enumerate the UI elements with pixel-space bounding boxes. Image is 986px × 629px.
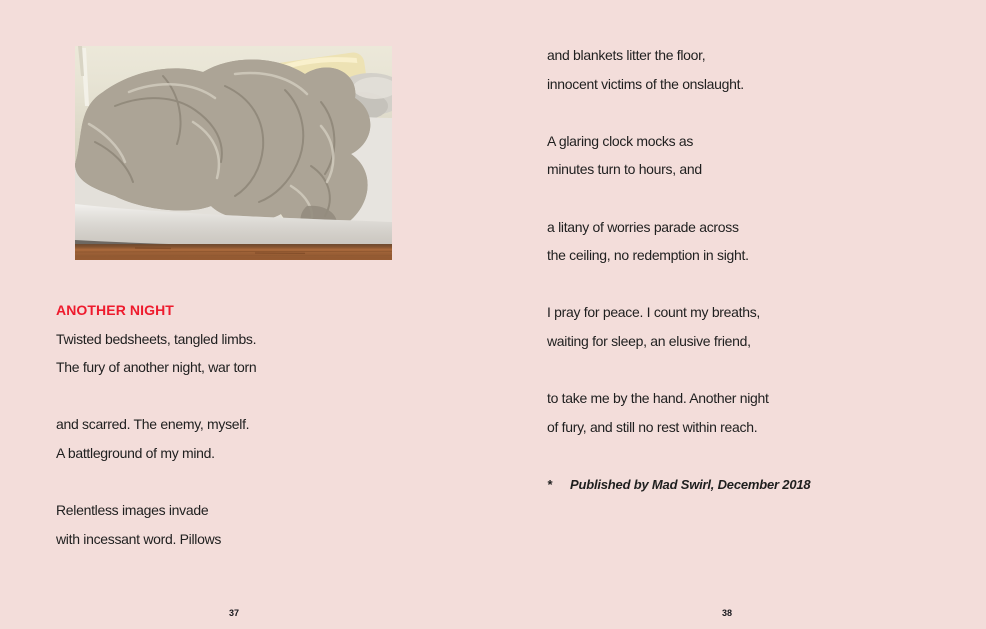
poem-left-column <box>56 296 456 553</box>
poem-line: Twisted bedsheets, tangled limbs. <box>56 330 257 347</box>
poem-title: ANOTHER NIGHT <box>56 302 174 318</box>
page-right <box>493 0 986 629</box>
poem-lines-left <box>56 325 456 554</box>
poem-lines-right <box>547 41 967 441</box>
poem-line: of fury, and still no rest within reach. <box>547 418 758 435</box>
poem-line: to take me by the hand. Another night <box>547 390 769 407</box>
poem-line: a litany of worries parade across <box>547 218 739 235</box>
poem-line <box>547 270 967 299</box>
page-number-right: 38 <box>721 608 732 618</box>
poem-line: A glaring clock mocks as <box>547 132 694 149</box>
poem-line: and scarred. The enemy, myself. <box>56 416 250 433</box>
poem-line: and blankets litter the floor, <box>547 47 706 63</box>
poem-line: innocent victims of the onslaught. <box>547 75 744 92</box>
footnote-marker: * <box>547 477 552 492</box>
poem-line: minutes turn to hours, and <box>547 161 702 178</box>
poem-line: with incessant word. Pillows <box>56 530 222 547</box>
poem-line: Relentless images invade <box>56 502 209 519</box>
poem-line <box>56 468 456 497</box>
poem-line <box>56 382 456 411</box>
poem-line <box>547 184 967 213</box>
poem-line <box>547 356 967 385</box>
page-number-left: 37 <box>228 608 239 618</box>
bed-photo <box>75 46 392 260</box>
wood-floor <box>75 244 392 260</box>
poem-line: A battleground of my mind. <box>56 444 215 461</box>
poem-line <box>547 98 967 127</box>
footnote-text: Published by Mad Swirl, December 2018 <box>570 477 811 492</box>
publication-note <box>547 477 967 493</box>
poem-line: waiting for sleep, an elusive friend, <box>547 332 751 349</box>
bed-photo-illustration <box>75 46 392 260</box>
poem-line: the ceiling, no redemption in sight. <box>547 247 749 264</box>
poem-line: The fury of another night, war torn <box>56 359 257 376</box>
poem-line: I pray for peace. I count my breaths, <box>547 304 761 321</box>
